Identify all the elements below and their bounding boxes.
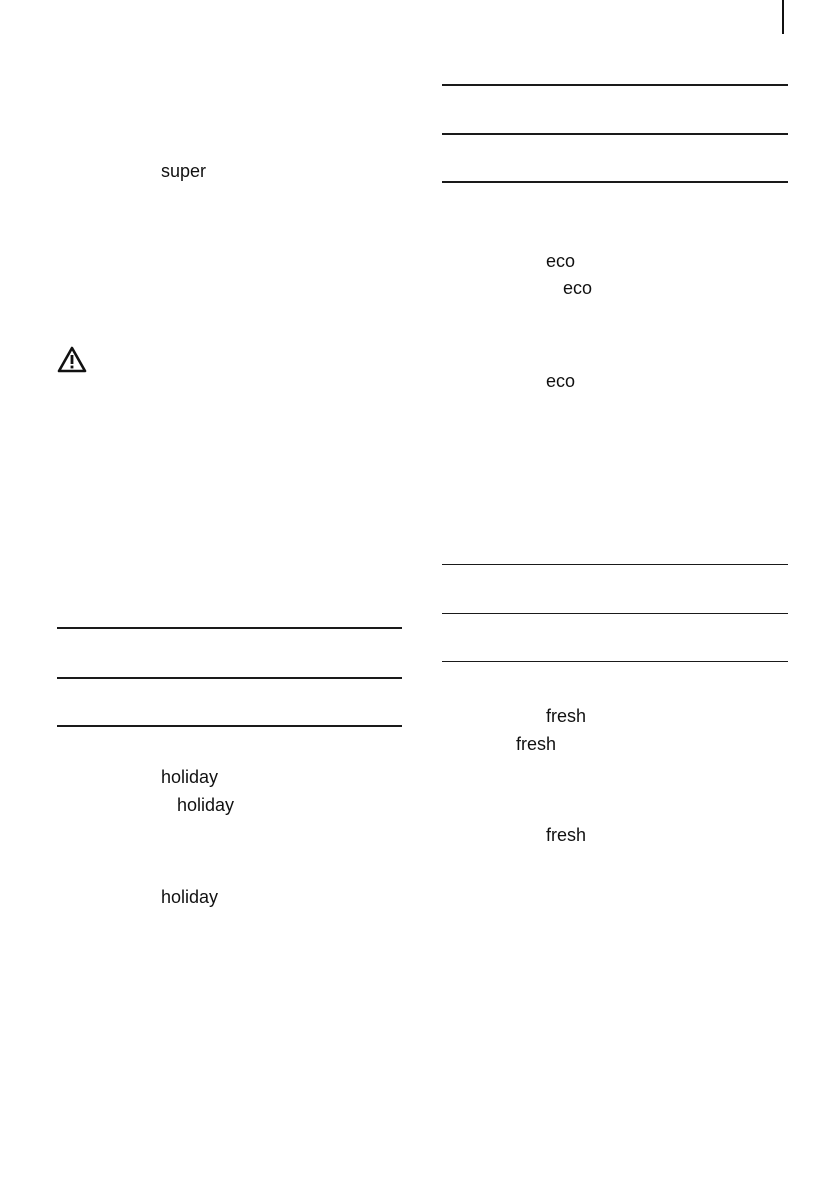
table-rule-middle <box>57 677 402 679</box>
holiday-setting-label: holiday <box>177 795 235 815</box>
eco-setting-label: eco <box>563 278 593 298</box>
fresh-setting-label: fresh <box>516 734 557 754</box>
warning-triangle-icon <box>57 346 87 374</box>
table-rule-bottom <box>442 661 788 662</box>
eco-setting-label: eco <box>546 371 576 391</box>
table-rule-middle <box>442 133 788 135</box>
eco-setting-label: eco <box>546 251 576 271</box>
crop-mark <box>782 0 784 34</box>
table-rule-bottom <box>442 181 788 183</box>
table-rule-middle <box>442 613 788 614</box>
table-rule-top <box>57 627 402 629</box>
table-rule-bottom <box>57 725 402 727</box>
table-rule-top <box>442 564 788 565</box>
table-rule-top <box>442 84 788 86</box>
fresh-setting-label: fresh <box>546 706 587 726</box>
fresh-setting-label: fresh <box>546 825 587 845</box>
holiday-setting-label: holiday <box>161 767 219 787</box>
super-setting-label: super <box>161 161 207 181</box>
holiday-setting-label: holiday <box>161 887 219 907</box>
